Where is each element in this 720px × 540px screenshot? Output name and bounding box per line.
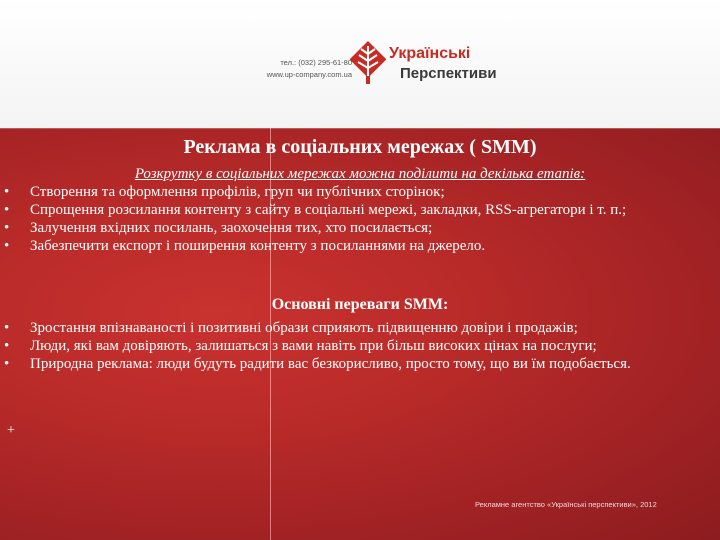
bullet-icon: •: [4, 184, 10, 200]
list-item: [4, 319, 710, 337]
bullet-icon: •: [4, 338, 10, 354]
slide-title: Реклама в соціальних мережах ( SMM): [183, 136, 537, 158]
top-divider: [0, 128, 720, 129]
advantage-text: Люди, які вам довіряють, залишаться з вами навіть при більш високих цінах на послуги;: [30, 338, 597, 354]
list-item: [4, 219, 710, 237]
list-item: [4, 237, 710, 255]
list-item: [4, 337, 710, 355]
list-item: [4, 355, 710, 373]
plus-mark: +: [7, 423, 15, 438]
list-item: [4, 183, 710, 201]
phone-text: тел.: (032) 295-61-80: [280, 58, 352, 67]
contact-info: [226, 57, 352, 81]
advantage-text: Природна реклама: люди будуть радити вас безкорисливо, просто тому, що ви їм подобається.: [30, 356, 631, 372]
tree-logo-icon: [350, 40, 386, 84]
bullet-icon: •: [4, 320, 10, 336]
stage-text: Створення та оформлення профілів, груп чи публічних сторінок;: [30, 184, 445, 200]
stage-text: Спрощення розсилання контенту з сайту в соціальні мережі, закладки, RSS-агрегатори і т. п.;: [30, 202, 627, 218]
brand-line-2: Перспективи: [400, 65, 497, 82]
website-text: www.up-company.com.ua: [266, 70, 352, 79]
brand-name: [389, 44, 497, 84]
footer-text: Рекламне агентство «Українські перспективи», 2012: [475, 500, 657, 509]
advantages-heading: Основні переваги SMM:: [271, 296, 449, 313]
stage-text: Залучення вхідних посилань, заохочення тих, хто посилається;: [30, 220, 433, 236]
brand-line-1: Українські: [389, 45, 471, 62]
list-item: [4, 201, 710, 219]
bullet-icon: •: [4, 220, 10, 236]
advantage-text: Зростання впізнаваності і позитивні образи сприяють підвищенню довіри і продажів;: [30, 320, 578, 336]
slide-content: [0, 128, 720, 540]
bullet-icon: •: [4, 356, 10, 372]
stages-list: [4, 183, 710, 255]
header: [0, 0, 720, 128]
stage-text: Забезпечити експорт і поширення контенту з посиланнями на джерело.: [30, 238, 486, 254]
advantages-list: [4, 319, 710, 373]
bullet-icon: •: [4, 202, 10, 218]
slide-subtitle: Розкрутку в соціальних мережах можна поділити на декілька етапів:: [134, 166, 586, 182]
bullet-icon: •: [4, 238, 10, 254]
